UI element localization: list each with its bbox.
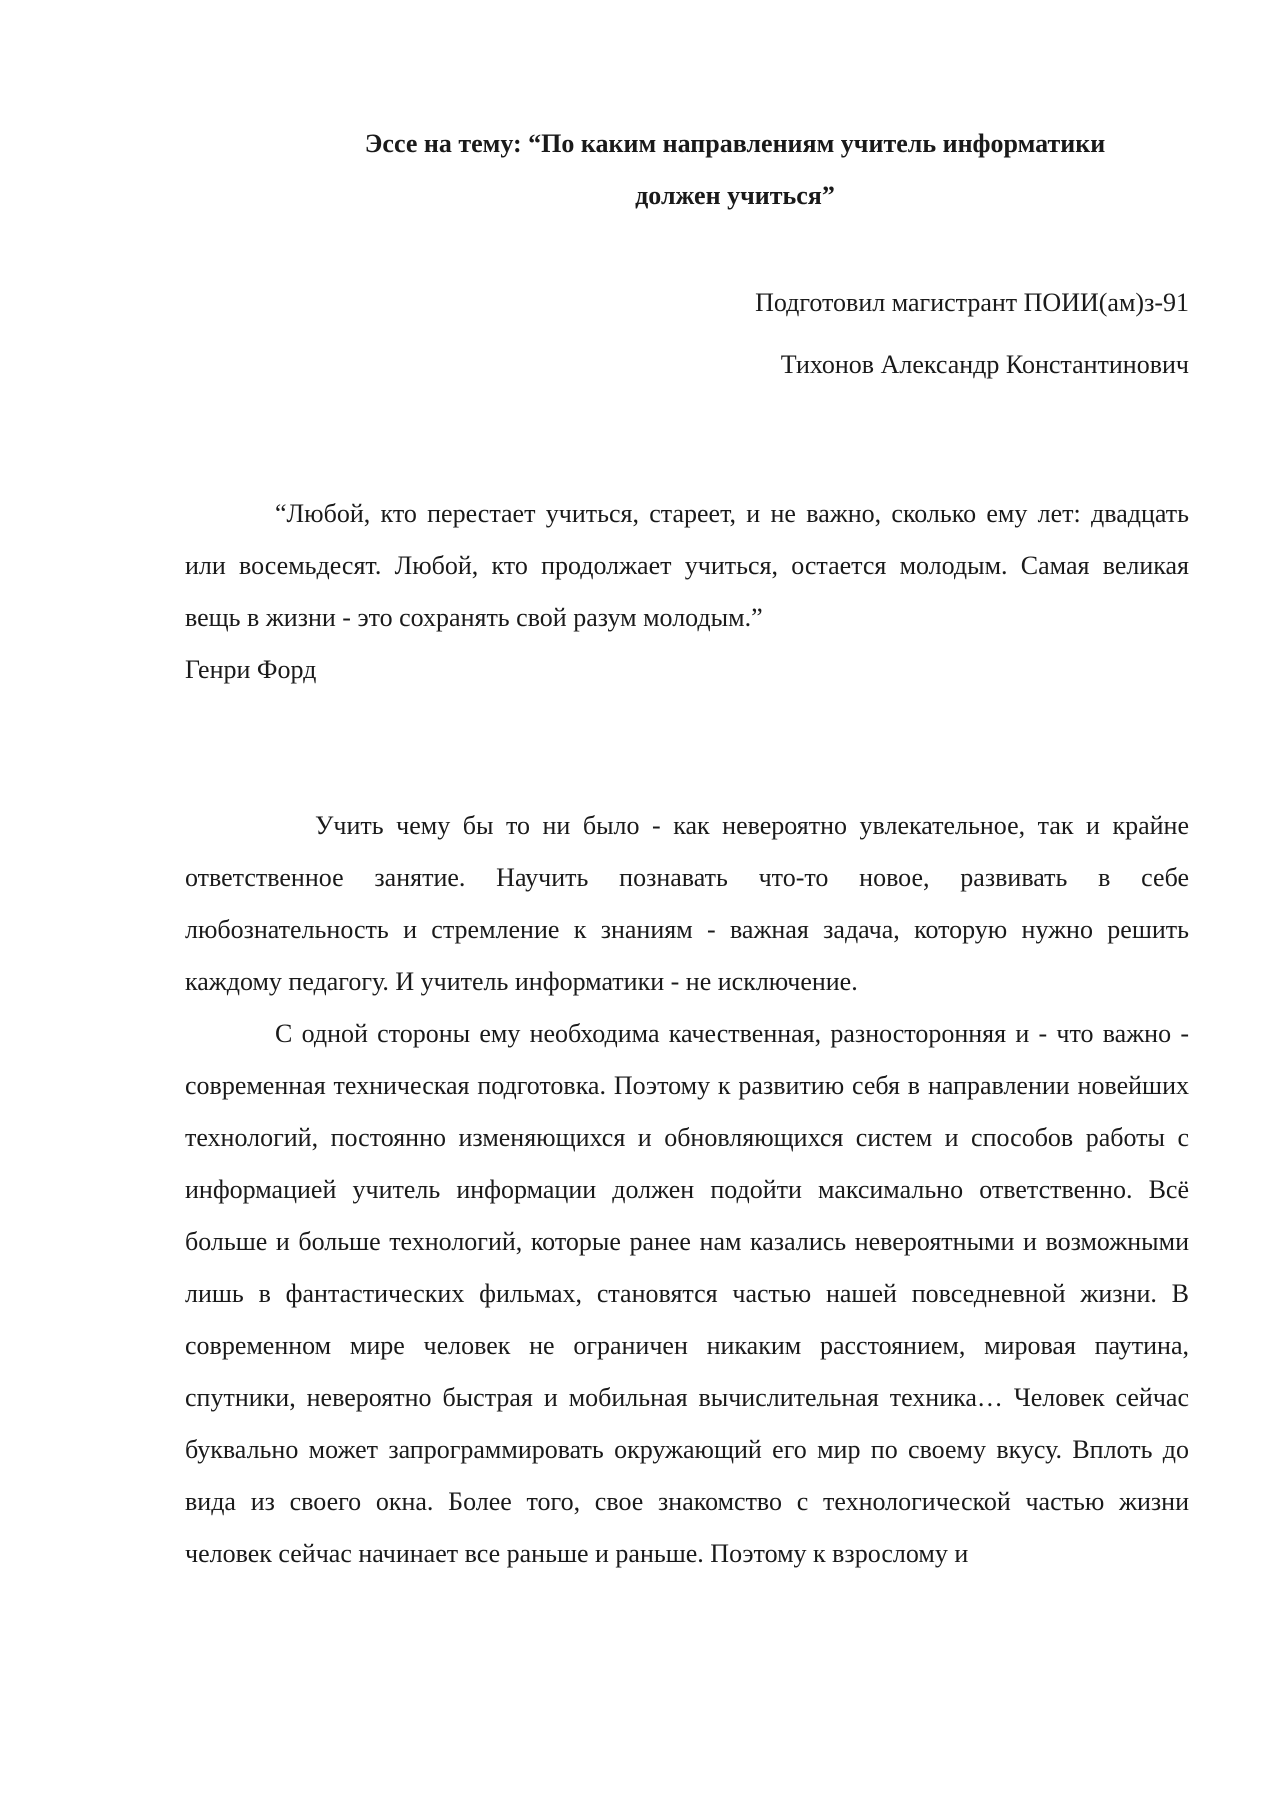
essay-body [185, 800, 1189, 1580]
body-paragraph-2: С одной стороны ему необходима качественная, разносторонняя и - что важно - современная техническая подготовка. Поэтому к развитию себя в направлении новейших технологий, постоянно изменяющихся и обновляющихся систем и способов работы с информацией учитель информации должен подойти максимально ответственно. Всё больше и больше технологий, которые ранее нам казались невероятными и возможными лишь в фантастических фильмах, становятся частью нашей повседневной жизни. В современном мире человек не ограничен никаким расстоянием, мировая паутина, спутники, невероятно быстрая и мобильная вычислительная техника… Человек сейчас буквально может запрограммировать окружающий его мир по своему вкусу. Вплоть до вида из своего окна. Более того, свое знакомство с технологической частью жизни человек сейчас начинает все раньше и раньше. Поэтому к взрослому и [185, 1019, 1189, 1568]
essay-title [300, 118, 1170, 222]
epigraph [185, 488, 1189, 696]
body-paragraph-1: Учить чему бы то ни было - как невероятно увлекательное, так и крайне ответственное занятие. Научить познавать что-то новое, развивать в себе любознательность и стремление к знаниям - важная задача, которую нужно решить каждому педагогу. И учитель информатики - не исключение. [185, 811, 1189, 996]
epigraph-author: Генри Форд [185, 655, 317, 684]
essay-title-line-2: должен учиться” [635, 181, 835, 210]
author-degree-line: Подготовил магистрант ПОИИ(ам)з-91 [755, 288, 1189, 317]
author-block [489, 272, 1189, 396]
author-name-line: Тихонов Александр Константинович [780, 350, 1189, 379]
essay-title-line-1: Эссе на тему: “По каким направлениям учитель информатики [364, 129, 1106, 158]
epigraph-quote: “Любой, кто перестает учиться, стареет, и не важно, сколько ему лет: двадцать или восемьдесят. Любой, кто продолжает учиться, остается молодым. Самая великая вещь в жизни - это сохранять свой разум молодым.” [185, 499, 1189, 632]
